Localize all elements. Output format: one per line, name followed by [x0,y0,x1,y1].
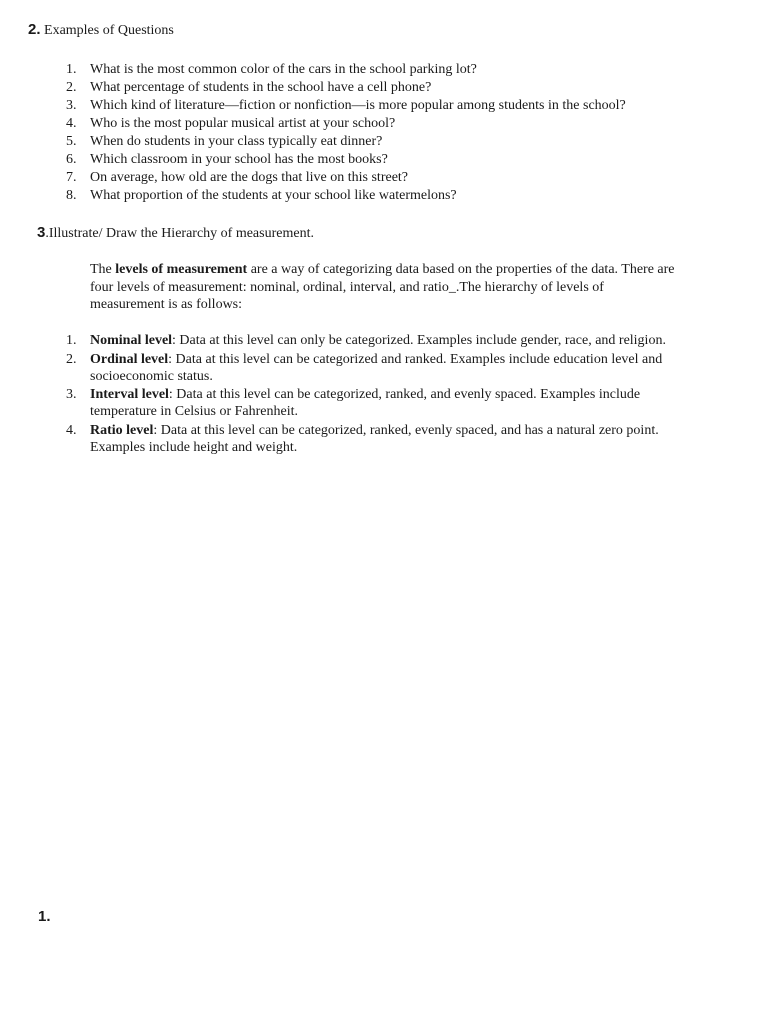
list-item [0,97,700,115]
level-term: Ratio level [90,422,154,438]
footer-number: 1. [38,908,51,925]
levels-list [0,332,680,457]
list-number: 2. [66,80,77,95]
level-description: : Data at this level can only be categorized. Examples include gender, race, and religion. [172,333,666,348]
list-number: 1. [66,333,77,348]
level-term: Ordinal level [90,351,169,367]
intro-text-before: The [90,262,116,277]
section-3-number: 3 [37,224,46,241]
list-item [0,422,680,456]
level-description: : Data at this level can be categorized and ranked. Examples include education level and socioeconomic status. [90,351,663,384]
question-text: When do students in your class typically eat dinner? [90,134,383,149]
question-text: Which kind of literature—fiction or nonfiction—is more popular among students in the school? [90,98,626,113]
question-text: What proportion of the students at your school like watermelons? [90,188,457,203]
section-2-number: 2. [28,21,41,38]
level-term: Nominal level [90,333,173,348]
list-item [0,386,680,420]
level-term: Interval level [90,387,169,402]
question-text: Which classroom in your school has the most books? [90,152,388,167]
list-number: 8. [66,188,77,203]
question-text: On average, how old are the dogs that live on this street? [90,170,409,185]
list-item [0,61,700,79]
list-item [0,133,700,151]
list-item [0,151,700,169]
list-item [0,79,700,97]
section-3-title: .Illustrate/ Draw the Hierarchy of measurement. [45,226,314,241]
list-item [0,351,680,385]
list-item [0,169,700,187]
list-item [0,332,680,349]
list-number: 5. [66,134,77,149]
list-number: 3. [66,387,77,402]
intro-paragraph [90,261,675,314]
list-number: 1. [66,62,77,77]
intro-bold-term: levels of measurement [115,262,248,277]
intro-text-after: are a way of categorizing data based on the properties of the data. There are four levels of measurement: nominal, ordinal, interval, and ratio_.The hierarchy of levels of measurement is as follows: [90,262,675,312]
question-text: Who is the most popular musical artist at your school? [90,116,396,131]
list-number: 2. [66,351,77,367]
question-text: What percentage of students in the school have a cell phone? [90,80,432,95]
list-item [0,115,700,133]
level-description: : Data at this level can be categorized, ranked, evenly spaced, and has a natural zero point. Examples include height and weight. [90,422,659,455]
list-number: 6. [66,152,77,167]
section-2-title: Examples of Questions [44,23,174,38]
list-number: 4. [66,116,77,131]
level-description: : Data at this level can be categorized, ranked, and evenly spaced. Examples include temperature in Celsius or Fahrenheit. [90,387,641,419]
question-list [0,61,700,205]
section-2-heading [28,21,174,40]
list-number: 3. [66,98,77,113]
list-number: 7. [66,170,77,185]
list-number: 4. [66,422,77,438]
list-item [0,187,700,205]
section-3-heading [37,224,314,243]
question-text: What is the most common color of the cars in the school parking lot? [90,62,477,77]
